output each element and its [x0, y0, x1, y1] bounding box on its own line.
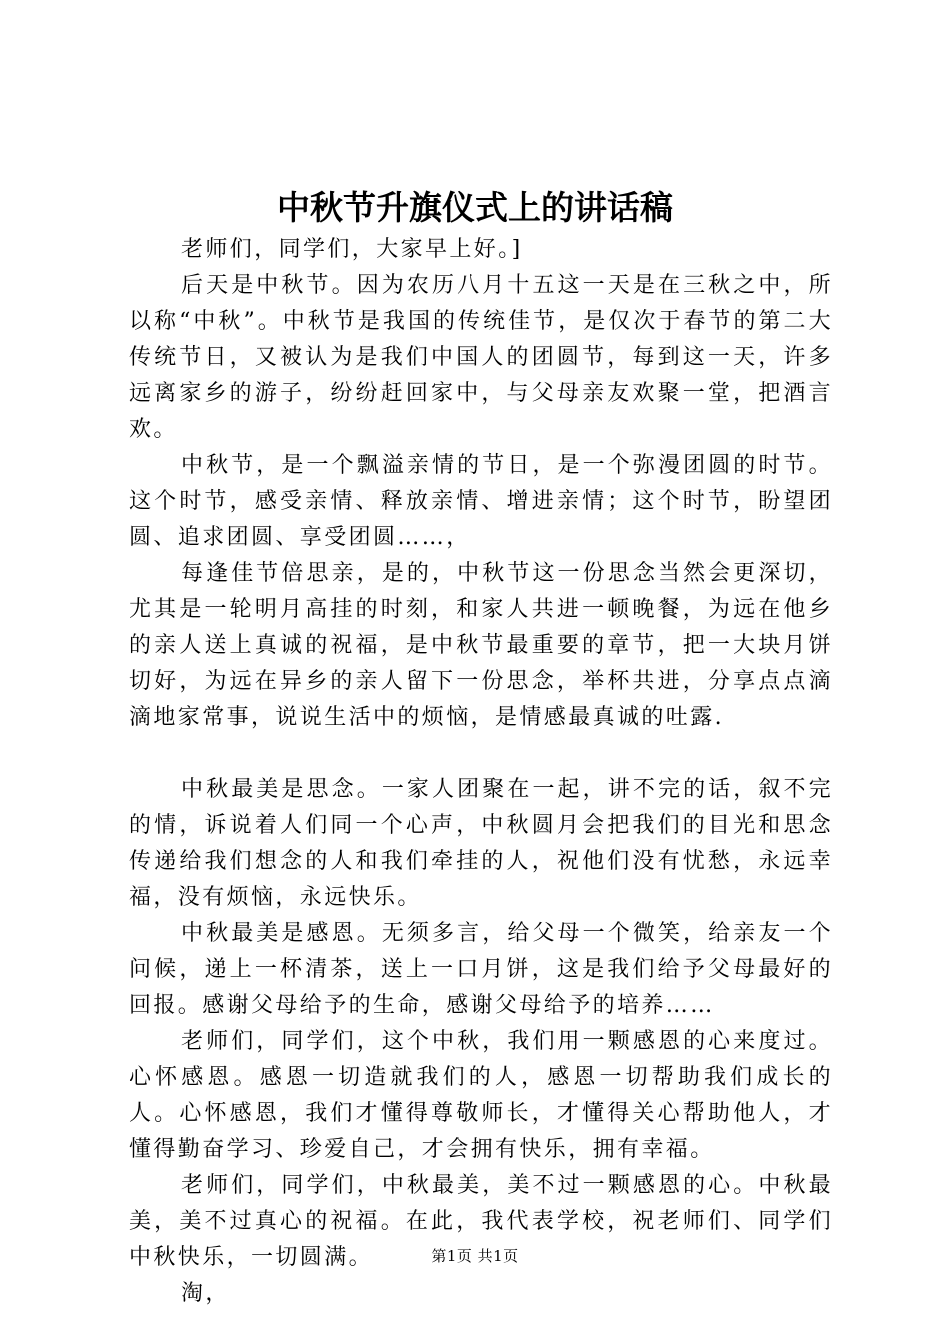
paragraph: 每逢佳节倍思亲，是的，中秋节这一份思念当然会更深切，尤其是一轮明月高挂的时刻，和家人共进一顿晚餐，为远在他乡的亲人送上真诚的祝福，是中秋节最重要的章节，把一大块月饼切好，为远在异乡的亲人留下一份思念，举杯共进，分享点点滴滴地家常事，说说生活中的烦恼，是情感最真诚的吐露. — [129, 561, 833, 730]
page-number-footer: 第1页 共1页 — [431, 1247, 519, 1265]
document-title: 中秋节升旗仪式上的讲话稿 — [277, 188, 673, 227]
paragraph: 后天是中秋节。因为农历八月十五这一天是在三秋之中，所以称“中秋”。中秋节是我国的传统佳节，是仅次于春节的第二大传统节日，又被认为是我们中国人的团圆节，每到这一天，许多远离家乡的游子，纷纷赶回家中，与父母亲友欢聚一堂，把酒言欢。 — [129, 273, 833, 442]
paragraph: 中秋节，是一个飘溢亲情的节日，是一个弥漫团圆的时节。这个时节，感受亲情、释放亲情、增进亲情；这个时节，盼望团圆、追求团圆、享受团圆……， — [129, 453, 833, 550]
paragraph: 中秋最美是思念。一家人团聚在一起，讲不完的话，叙不完的情，诉说着人们同一个心声，中秋圆月会把我们的目光和思念传递给我们想念的人和我们牵挂的人，祝他们没有忧愁，永远幸福，没有烦恼，永远快乐。 — [129, 777, 833, 910]
paragraph: 老师们，同学们，这个中秋，我们用一颗感恩的心来度过。心怀感恩。感恩一切造就我们的人，感恩一切帮助我们成长的人。心怀感恩，我们才懂得尊敬师长，才懂得关心帮助他人，才懂得勤奋学习、珍爱自己，才会拥有快乐，拥有幸福。 — [129, 1029, 833, 1162]
paragraph: 老师们，同学们，中秋最美，美不过一颗感恩的心。中秋最美，美不过真心的祝福。在此，我代表学校，祝老师们、同学们中秋快乐，一切圆满。 — [129, 1173, 833, 1270]
document-body — [129, 232, 833, 1312]
greeting-paragraph: 老师们，同学们，大家早上好。] — [181, 237, 523, 262]
paragraph: 中秋最美是感恩。无须多言，给父母一个微笑，给亲友一个问候，递上一杯清茶，送上一口月饼，这是我们给予父母最好的回报。感谢父母给予的生命，感谢父母给予的培养…… — [129, 921, 833, 1018]
closing-paragraph: 淘， — [181, 1281, 230, 1306]
